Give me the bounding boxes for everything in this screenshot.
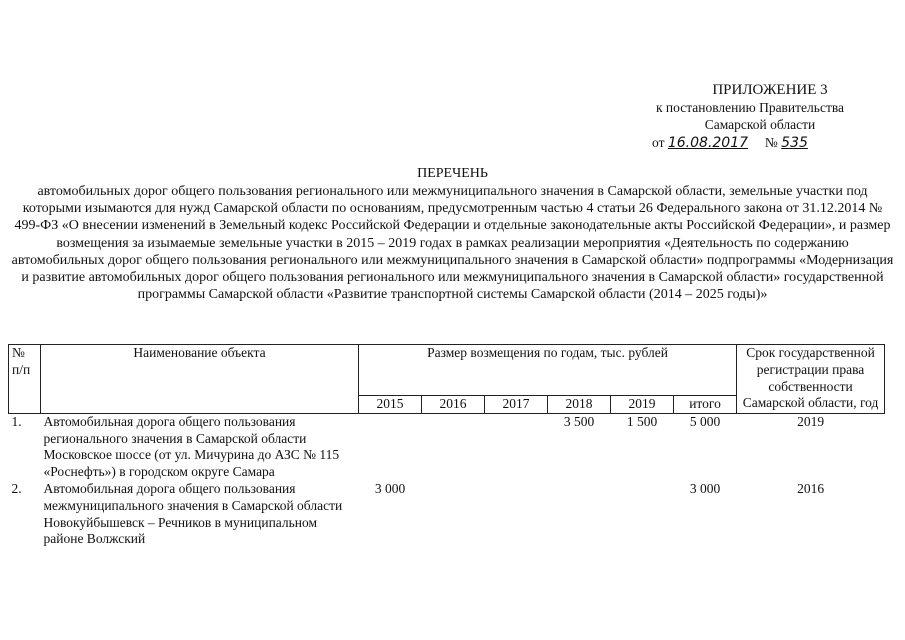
header-number: № п/п	[9, 345, 41, 414]
header-registration-term: Срок государственной регистрации права собственности Самарской области, год	[737, 345, 885, 414]
table-row	[9, 481, 885, 548]
number-prefix: №	[764, 135, 778, 150]
row-value-2018: 3 500	[563, 413, 595, 429]
row-object-name: Автомобильная дорога общего пользования межмуниципального значения в Самарской области Новокуйбышевск – Речников в муниципальном районе Волжский	[43, 480, 343, 547]
date-prefix: от	[652, 135, 665, 150]
row-registration-year: 2019	[797, 413, 825, 429]
header-year-2017: 2017	[485, 396, 548, 414]
appendix-block	[600, 82, 900, 152]
row-value-2019: 1 500	[626, 413, 658, 429]
objects-table	[8, 344, 885, 548]
document-subtitle: автомобильных дорог общего пользования регионального или межмуниципального значения в Самарской области, земельные участки под которыми изымаются для нужд Самарской области по основаниям, предусмотренным частью 4 статьи 26 Федерального закона от 31.12.2014 № 499-ФЗ «О внесении изменений в Земельный кодекс Российской Федерации и отдельные законодательные акты Российской Федерации», и размер возмещения за изымаемые земельные участки в 2015 – 2019 годах в рамках реализации мероприятия «Деятельность по содержанию автомобильных дорог общего пользования регионального или межмуниципального значения в Самарской области» подпрограммы «Модернизация и развитие автомобильных дорог общего пользования регионального или межмуниципального значения в Самарской области» государственной программы Самарской области «Развитие транспортной системы Самарской области (2014 – 2025 годы)»	[11, 184, 894, 303]
row-value-2017	[485, 481, 548, 548]
appendix-resolution-line: к постановлению Правительства	[655, 100, 845, 115]
header-year-2019: 2019	[611, 396, 674, 414]
appendix-region-line: Самарской области	[704, 117, 816, 132]
row-value-total: 5 000	[689, 413, 721, 429]
row-value-2017	[485, 413, 548, 481]
appendix-title: ПРИЛОЖЕНИЕ 3	[712, 82, 828, 98]
header-compensation: Размер возмещения по годам, тыс. рублей	[359, 345, 737, 396]
header-object-name: Наименование объекта	[41, 345, 359, 414]
handwritten-number: 535	[781, 135, 808, 151]
row-value-2019	[611, 481, 674, 548]
header-total: итого	[674, 396, 737, 414]
handwritten-date: 16.08.2017	[667, 135, 749, 151]
header-year-2018: 2018	[548, 396, 611, 414]
row-number: 1.	[11, 413, 22, 429]
document-title: ПЕРЕЧЕНЬ	[417, 166, 488, 181]
appendix-date-number-line	[600, 134, 900, 152]
row-number: 2.	[11, 480, 22, 496]
table-row	[9, 413, 885, 481]
header-year-2015: 2015	[359, 396, 422, 414]
header-year-2016: 2016	[422, 396, 485, 414]
row-registration-year: 2016	[797, 480, 825, 496]
row-value-2015: 3 000	[374, 480, 406, 496]
row-value-2018	[548, 481, 611, 548]
row-object-name: Автомобильная дорога общего пользования регионального значения в Самарской области Московское шоссе (от ул. Мичурина до АЗС № 115 «Роснефть») в городском округе Самара	[43, 413, 340, 480]
row-value-total: 3 000	[689, 480, 721, 496]
row-value-2015	[359, 413, 422, 481]
row-value-2016	[422, 481, 485, 548]
row-value-2016	[422, 413, 485, 481]
